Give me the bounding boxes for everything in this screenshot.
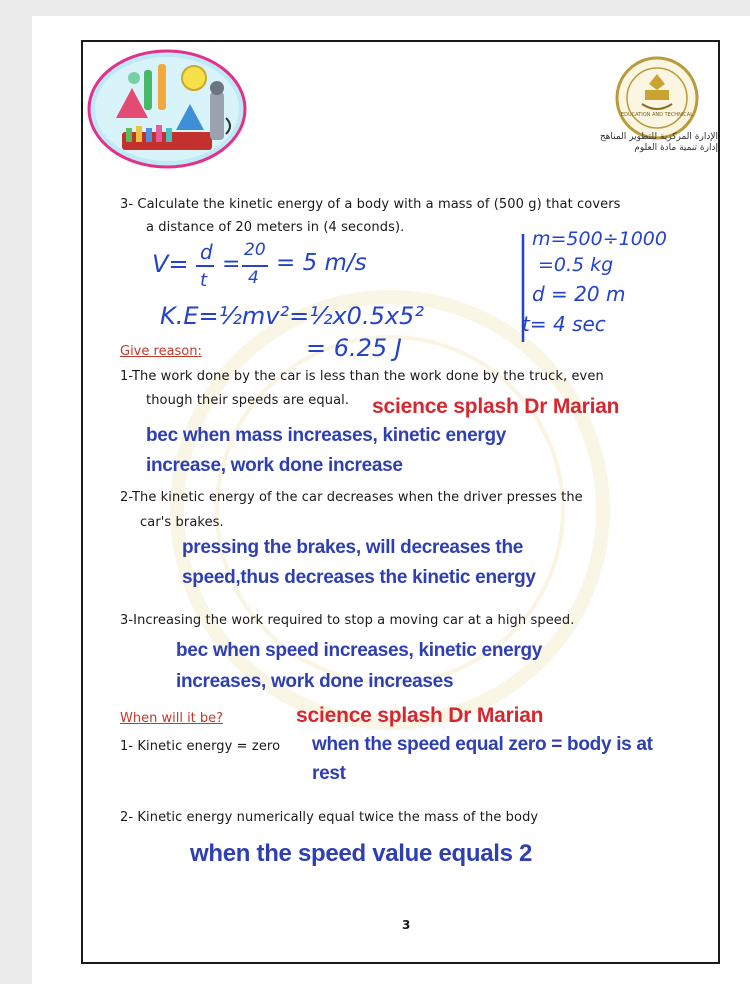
velocity-frac2-num: 20 xyxy=(244,240,266,260)
reason-q2-answer-line1: pressing the brakes, will decreases the xyxy=(182,537,524,558)
velocity-frac2-den: 4 xyxy=(248,268,259,288)
watermark-text-1: science splash Dr Marian xyxy=(372,395,620,418)
velocity-result: = 5 m/s xyxy=(276,250,367,276)
velocity-lhs: V= xyxy=(152,250,189,278)
science-lab-logo xyxy=(86,48,248,170)
given-mass-kg: =0.5 kg xyxy=(538,254,614,276)
when-q2: 2- Kinetic energy numerically equal twice the mass of the body xyxy=(120,810,539,825)
fraction-bars xyxy=(196,264,276,268)
reason-q1-answer-line1: bec when mass increases, kinetic energy xyxy=(146,425,507,446)
reason-q1-answer-line2: increase, work done increase xyxy=(146,455,403,476)
velocity-eq1: = xyxy=(222,252,241,277)
reason-q3-answer-line1: bec when speed increases, kinetic energy xyxy=(176,640,543,661)
when-q1-answer-line2: rest xyxy=(312,763,346,784)
handwritten-ke-formula: K.E=½mv²=½x0.5x5² xyxy=(160,302,424,330)
reason-q1-line2: though their speeds are equal. xyxy=(146,393,350,408)
when-will-heading: When will it be? xyxy=(120,711,224,726)
when-q1-answer-line1: when the speed equal zero = body is at xyxy=(312,734,653,755)
when-q1: 1- Kinetic energy = zero xyxy=(120,739,281,754)
given-distance: d = 20 m xyxy=(532,282,626,306)
reason-q3-line1: 3-Increasing the work required to stop a moving car at a high speed. xyxy=(120,613,575,628)
reason-q3-answer-line2: increases, work done increases xyxy=(176,671,454,692)
svg-text:EDUCATION AND TECHNICAL: EDUCATION AND TECHNICAL xyxy=(621,112,693,118)
reason-q2-line2: car's brakes. xyxy=(140,515,224,530)
ministry-caption-line2: إدارة تنمية مادة العلوم xyxy=(634,143,718,153)
given-mass: m=500÷1000 xyxy=(532,228,667,250)
question3-line1: 3- Calculate the kinetic energy of a body with a mass of (500 g) that covers xyxy=(120,197,621,212)
ministry-arabic-caption xyxy=(578,132,718,154)
ministry-caption-line1: الإدارة المركزية للتطوير المناهج xyxy=(599,132,718,142)
give-reason-heading: Give reason: xyxy=(120,344,202,359)
reason-q2-line1: 2-The kinetic energy of the car decreases when the driver presses the xyxy=(120,490,583,505)
watermark-text-2: science splash Dr Marian xyxy=(296,704,544,727)
reason-q2-answer-line2: speed,thus decreases the kinetic energy xyxy=(182,567,536,588)
velocity-frac1-num: d xyxy=(200,240,213,264)
reason-q1-line1: 1-The work done by the car is less than the work done by the truck, even xyxy=(120,369,604,384)
velocity-frac1-den: t xyxy=(200,270,208,291)
when-q2-answer: when the speed value equals 2 xyxy=(190,840,533,867)
handwritten-ke-result: = 6.25 J xyxy=(306,334,402,362)
given-time: t= 4 sec xyxy=(522,312,606,336)
question3-line2: a distance of 20 meters in (4 seconds). xyxy=(146,220,405,235)
page-number: 3 xyxy=(402,918,411,932)
